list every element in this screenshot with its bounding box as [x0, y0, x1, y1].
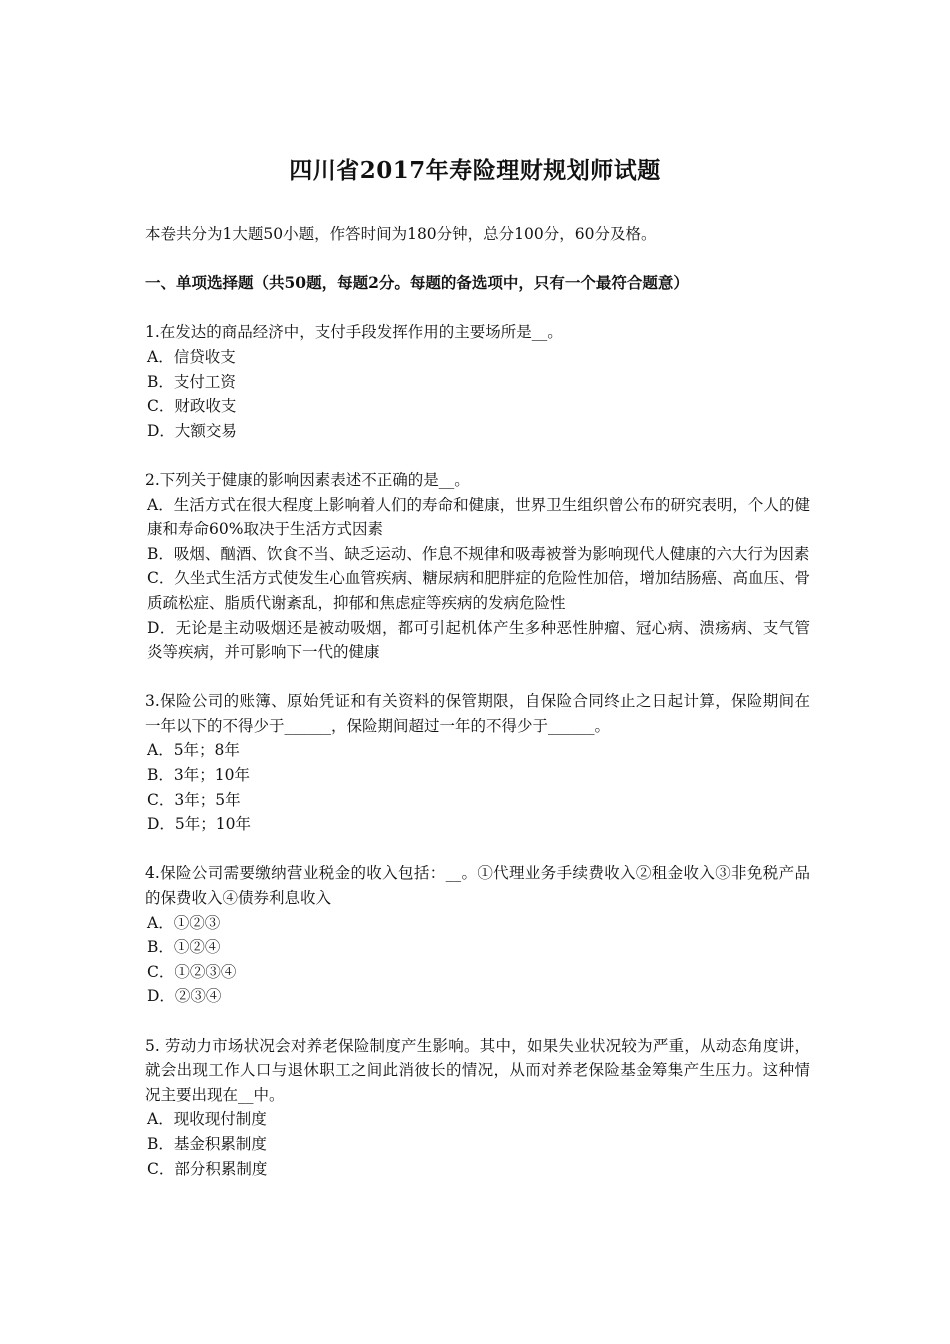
exam-intro: 本卷共分为1大题50小题，作答时间为180分钟，总分100分，60分及格。 [145, 225, 657, 243]
document-body [145, 222, 810, 1206]
option-a: A．生活方式在很大程度上影响着人们的寿命和健康，世界卫生组织曾公布的研究表明，个人的健康和寿命60%取决于生活方式因素 [147, 495, 810, 539]
option-c: C．久坐式生活方式使发生心血管疾病、糖尿病和肥胖症的危险性加倍，增加结肠癌、高血压、骨质疏松症、脂质代谢紊乱，抑郁和焦虑症等疾病的发病危险性 [147, 569, 810, 612]
question-stem: 5. 劳动力市场状况会对养老保险制度产生影响。其中，如果失业状况较为严重，从动态角度讲，就会出现工作人口与退休职工之间此消彼长的情况，从而对养老保险基金筹集产生压力。这种情况主要出现在__中。 [145, 1036, 810, 1104]
option-d: D．②③④ [147, 987, 222, 1006]
question-3 [145, 689, 810, 837]
option-d: D．无论是主动吸烟还是被动吸烟，都可引起机体产生多种恶性肿瘤、冠心病、溃疡病、支气管炎等疾病，并可影响下一代的健康 [147, 618, 810, 662]
option-a: A．5年；8年 [147, 741, 240, 760]
option-d: D．大额交易 [147, 421, 237, 440]
option-b: B．吸烟、酗酒、饮食不当、缺乏运动、作息不规律和吸毒被誉为影响现代人健康的六大行为因素 [147, 544, 810, 563]
question-stem: 1.在发达的商品经济中，支付手段发挥作用的主要场所是__。 [145, 323, 563, 342]
option-b: B．①②④ [147, 938, 221, 957]
option-d: D．5年；10年 [147, 815, 252, 834]
question-stem: 2.下列关于健康的影响因素表述不正确的是__。 [145, 470, 470, 489]
option-c: C．部分积累制度 [147, 1159, 268, 1178]
option-c: C．3年；5年 [147, 790, 241, 809]
question-stem: 3.保险公司的账簿、原始凭证和有关资料的保管期限，自保险合同终止之日起计算，保险期间在一年以下的不得少于______，保险期间超过一年的不得少于______。 [145, 692, 810, 735]
question-5 [145, 1034, 810, 1182]
question-4 [145, 861, 810, 1009]
page-title: 四川省2017年寿险理财规划师试题 [289, 157, 661, 184]
option-a: A．现收现付制度 [147, 1110, 267, 1129]
option-b: B．支付工资 [147, 372, 236, 391]
option-c: C．①②③④ [147, 962, 237, 981]
option-b: B．3年；10年 [147, 766, 250, 785]
question-2 [145, 468, 810, 665]
option-c: C．财政收支 [147, 397, 237, 416]
option-a: A．①②③ [147, 913, 221, 932]
option-b: B．基金积累制度 [147, 1134, 267, 1153]
question-1 [145, 320, 810, 443]
option-a: A．信贷收支 [147, 347, 236, 366]
section-heading: 一、单项选择题（共50题，每题2分。每题的备选项中，只有一个最符合题意） [145, 273, 689, 293]
question-stem: 4.保险公司需要缴纳营业税金的收入包括：__。①代理业务手续费收入②租金收入③非免税产品的保费收入④债券利息收入 [145, 864, 810, 908]
